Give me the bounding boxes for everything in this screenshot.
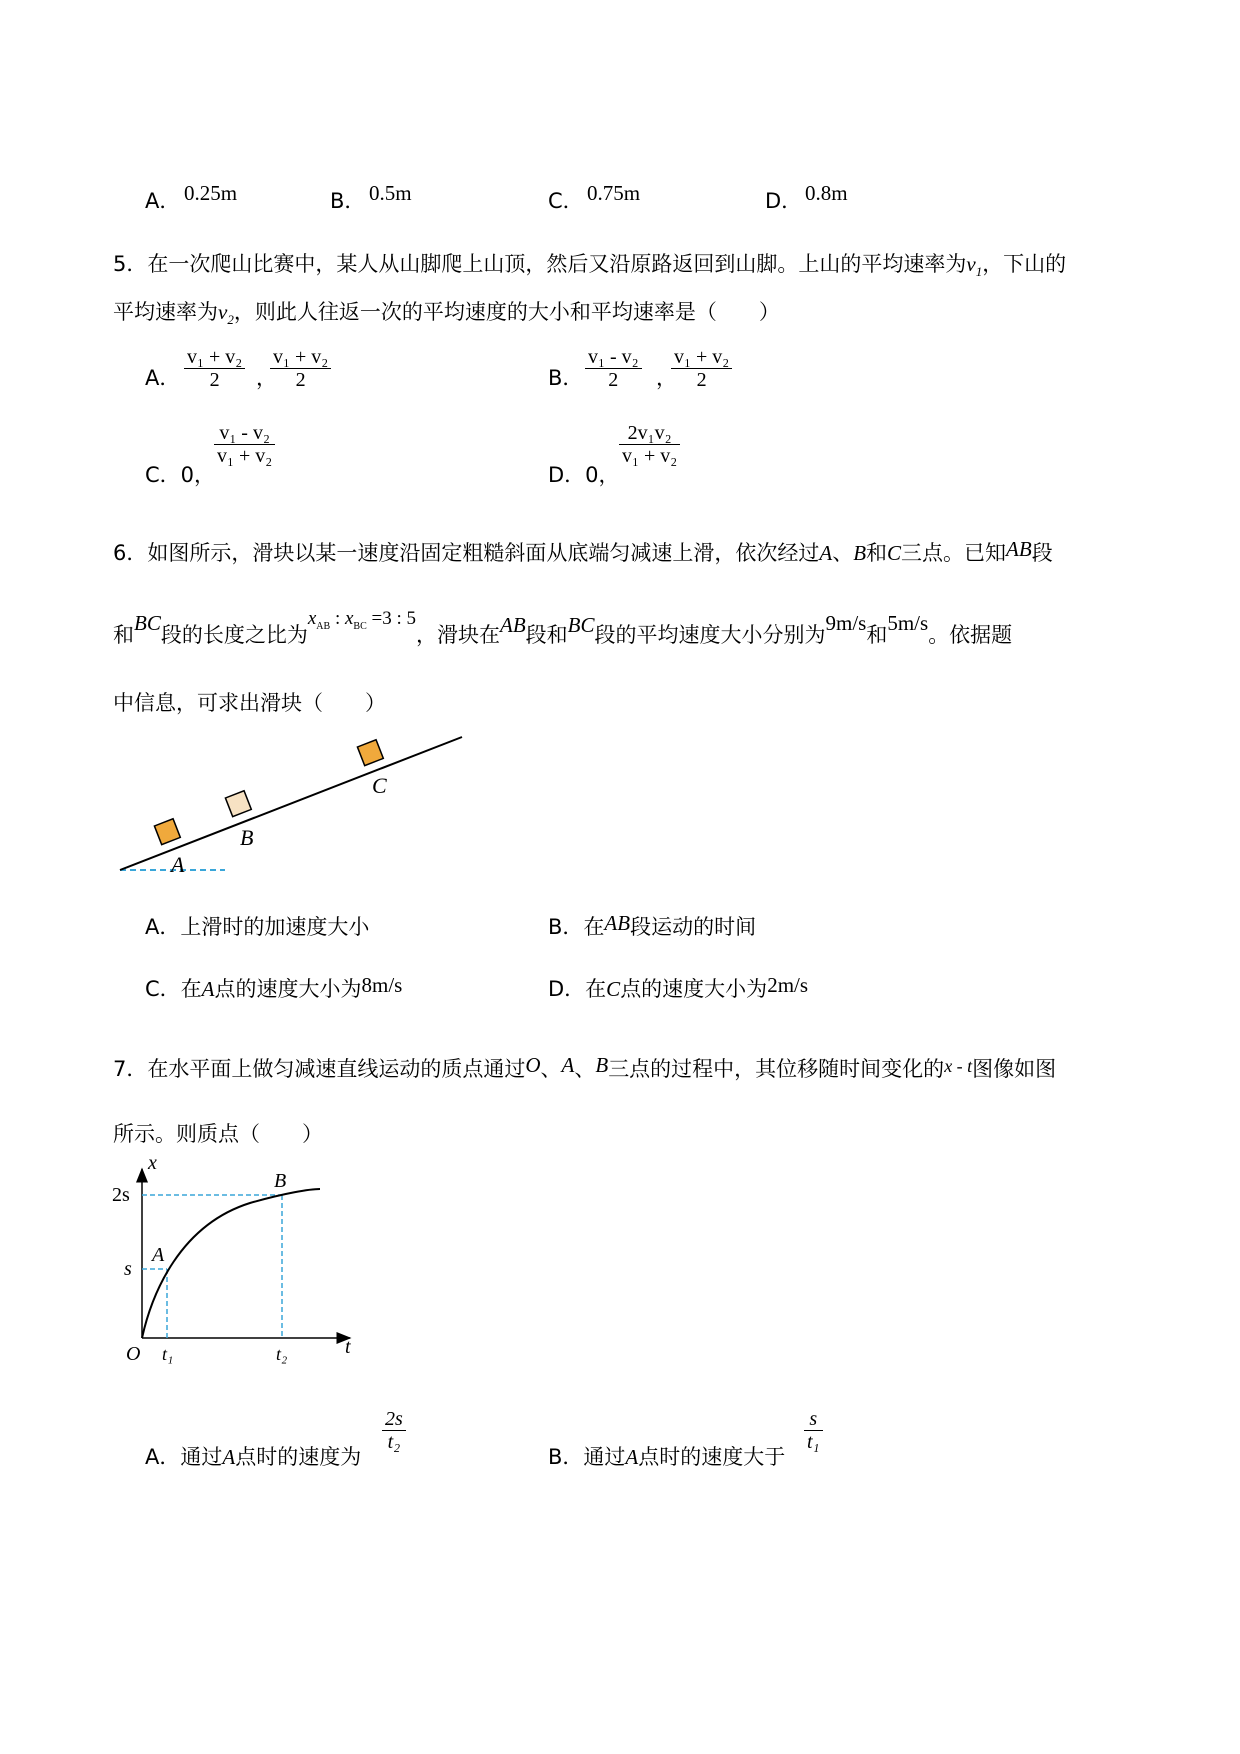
q6-text: C．在: [145, 977, 202, 1001]
ratio-colon: :: [330, 608, 345, 629]
frac-numerator: v₁ - v₂: [585, 346, 642, 369]
ratio-x: x: [344, 608, 354, 629]
q5-stem-text-1: 5．在一次爬山比赛中，某人从山脚爬上山顶，然后又沿原路返回到山脚。上山的平均速率为: [113, 252, 967, 276]
q5-v1-subscript: 1: [975, 264, 983, 280]
q7-text: B．通过: [548, 1445, 626, 1469]
q7-text: 三点的过程中，其位移随时间变化的: [608, 1057, 945, 1081]
q7-option-b: [548, 1441, 785, 1471]
tick-s: s: [124, 1258, 132, 1280]
q7-option-a: [145, 1441, 361, 1471]
q6-text: 点的速度大小为: [214, 977, 362, 1001]
block-a: [154, 819, 180, 845]
curve-point-b: B: [274, 1170, 287, 1192]
q6-point-a: A: [201, 977, 215, 1001]
q6-text: 段: [1031, 541, 1053, 565]
ratio-sub-ab: AB: [316, 620, 331, 632]
tick-2s: 2s: [112, 1184, 130, 1206]
figure-label-a: A: [171, 852, 185, 875]
frac-numerator: v₁ + v₂: [184, 346, 245, 369]
incline-line: [120, 737, 462, 870]
figure-label-b: B: [240, 825, 254, 850]
q6-option-a: A．上滑时的加速度大小: [145, 915, 370, 939]
q5-option-a-frac-1: [184, 346, 245, 391]
q4-option-c-letter: C．: [548, 189, 584, 213]
q6-text: 点的速度大小为: [620, 977, 768, 1001]
q7-text: A．通过: [145, 1445, 223, 1469]
tick-t2: t₂: [276, 1344, 288, 1364]
q5-stem-text-4: ，则此人往返一次的平均速度的大小和平均速率是（ ）: [233, 300, 780, 324]
q6-segment-ab: AB: [1006, 537, 1032, 561]
frac-numerator: 2s: [385, 1408, 403, 1430]
block-b: [225, 791, 251, 817]
q5-v2-subscript: 2: [227, 312, 234, 328]
frac-numerator: v₁ + v₂: [671, 346, 732, 369]
q6-text: 和: [866, 623, 888, 647]
q7-text: 7．在水平面上做匀减速直线运动的质点通过: [113, 1057, 526, 1081]
q5-stem-line-2: [113, 296, 780, 328]
frac-denominator: 2: [209, 369, 220, 391]
frac-numerator: s: [809, 1408, 818, 1430]
q6-stem-line-2: [113, 608, 1013, 650]
block-c: [357, 740, 383, 766]
q5-stem-line-1: [113, 248, 1066, 280]
q4-option-d-value: 0.8m: [805, 181, 848, 205]
q6-text: 6．如图所示，滑块以某一速度沿固定粗糙斜面从底端匀减速上滑，依次经过: [113, 541, 820, 565]
origin-label: O: [126, 1343, 141, 1365]
q5-option-a-comma: ，: [256, 366, 277, 390]
frac-numerator: 2v₁v₂: [619, 422, 680, 445]
q6-text: ，滑块在: [416, 623, 500, 647]
q6-text: 段的平均速度大小分别为: [594, 623, 826, 647]
q4-option-c-value: 0.75m: [587, 181, 641, 205]
figure-label-c: C: [372, 773, 387, 798]
q5-option-b-frac-2: [671, 346, 732, 391]
q6-text: D．在: [548, 977, 607, 1001]
q6-point-c: C: [606, 977, 621, 1001]
xt-curve: [142, 1189, 320, 1338]
q7-point-a: A: [561, 1053, 575, 1077]
q5-option-b-letter: B．: [548, 366, 584, 390]
q7-stem-line-1: [113, 1053, 1056, 1083]
ratio-value: =3 : 5: [366, 608, 416, 629]
q5-option-c-letter: C．0，: [145, 463, 216, 487]
frac-denominator: v₁ + v₂: [217, 445, 273, 467]
xt-graph: [110, 1155, 370, 1370]
q7-point-b: B: [595, 1053, 609, 1077]
q7-point-a: A: [625, 1445, 639, 1469]
q6-speed-bc: 5m/s: [887, 611, 929, 635]
q5-stem-text-3: 平均速率为: [113, 300, 218, 324]
q4-option-a-letter: A．: [145, 189, 181, 213]
q6-stem-line-1: [113, 537, 1053, 567]
q7-separator: 、: [574, 1057, 596, 1081]
frac-denominator: t₁: [807, 1431, 820, 1453]
q6-ratio-expression: [307, 608, 416, 632]
q5-option-a-letter: A．: [145, 366, 181, 390]
q6-text: 三点。已知: [901, 541, 1007, 565]
q6-option-c-value: 8m/s: [361, 973, 403, 997]
ratio-sub-bc: BC: [353, 620, 367, 632]
q7-point-a: A: [222, 1445, 236, 1469]
q6-text: B．在: [548, 915, 605, 939]
q7-separator: 、: [540, 1057, 562, 1081]
q6-option-b: [548, 911, 756, 941]
q5-stem-text-2: ，下山的: [982, 252, 1067, 276]
tick-t1: t₁: [162, 1344, 174, 1364]
x-axis-label: t: [345, 1336, 351, 1358]
q6-text: 段和: [525, 623, 568, 647]
q5-v1-symbol: v: [966, 252, 976, 276]
q4-option-b-letter: B．: [330, 189, 366, 213]
q6-option-d-value: 2m/s: [767, 973, 809, 997]
frac-denominator: t₂: [387, 1431, 401, 1453]
frac-denominator: 2: [608, 369, 619, 391]
q6-text: 和: [866, 541, 888, 565]
q4-option-b-value: 0.5m: [369, 181, 412, 205]
q5-option-c-frac: [214, 422, 275, 467]
q6-separator: 、: [832, 541, 854, 565]
q7-stem-line-2: 所示。则质点（ ）: [113, 1122, 323, 1146]
frac-denominator: 2: [696, 369, 707, 391]
q7-point-o: O: [525, 1053, 541, 1077]
q6-segment-bc: BC: [567, 613, 595, 637]
q6-segment-ab: AB: [604, 911, 631, 935]
q7-text: 图像如图: [972, 1057, 1057, 1081]
q6-segment-bc: BC: [134, 611, 161, 635]
frac-denominator: 2: [295, 369, 306, 391]
q5-option-b-comma: ，: [656, 366, 677, 390]
y-axis-label: x: [148, 1155, 157, 1174]
q7-option-b-frac: [804, 1408, 823, 1453]
q6-segment-ab: AB: [500, 613, 526, 637]
frac-numerator: v₁ + v₂: [270, 346, 331, 369]
q6-stem-line-3: 中信息，可求出滑块（ ）: [113, 691, 386, 715]
q6-speed-ab: 9m/s: [825, 611, 867, 635]
q7-text: 点时的速度大于: [638, 1445, 786, 1469]
q7-option-a-frac: [382, 1408, 406, 1453]
q6-point-a: A: [819, 541, 833, 565]
q6-point-b: B: [853, 541, 867, 565]
q4-option-d-letter: D．: [765, 189, 803, 213]
q4-option-a-value: 0.25m: [184, 181, 238, 205]
q5-option-b-frac-1: [585, 346, 642, 391]
q5-v2-symbol: v: [218, 300, 228, 324]
q6-point-c: C: [887, 541, 902, 565]
q6-text: 段运动的时间: [630, 915, 757, 939]
q7-xt-symbol: x - t: [944, 1056, 973, 1076]
q6-text: 段的长度之比为: [160, 623, 308, 647]
q6-text: 和: [113, 623, 134, 647]
incline-figure: [110, 725, 470, 875]
curve-point-a: A: [152, 1244, 165, 1266]
frac-denominator: v₁ + v₂: [622, 445, 678, 467]
q6-text: 。依据题: [928, 623, 1013, 647]
q7-text: 点时的速度为: [235, 1445, 362, 1469]
q6-option-d: [548, 973, 808, 1003]
q5-option-d-letter: D．0，: [548, 463, 620, 487]
q5-option-a-frac-2: [270, 346, 331, 391]
q5-option-d-frac: [619, 422, 680, 467]
frac-numerator: v₁ - v₂: [214, 422, 275, 445]
q6-option-c: [145, 973, 402, 1003]
ratio-x: x: [307, 608, 317, 629]
